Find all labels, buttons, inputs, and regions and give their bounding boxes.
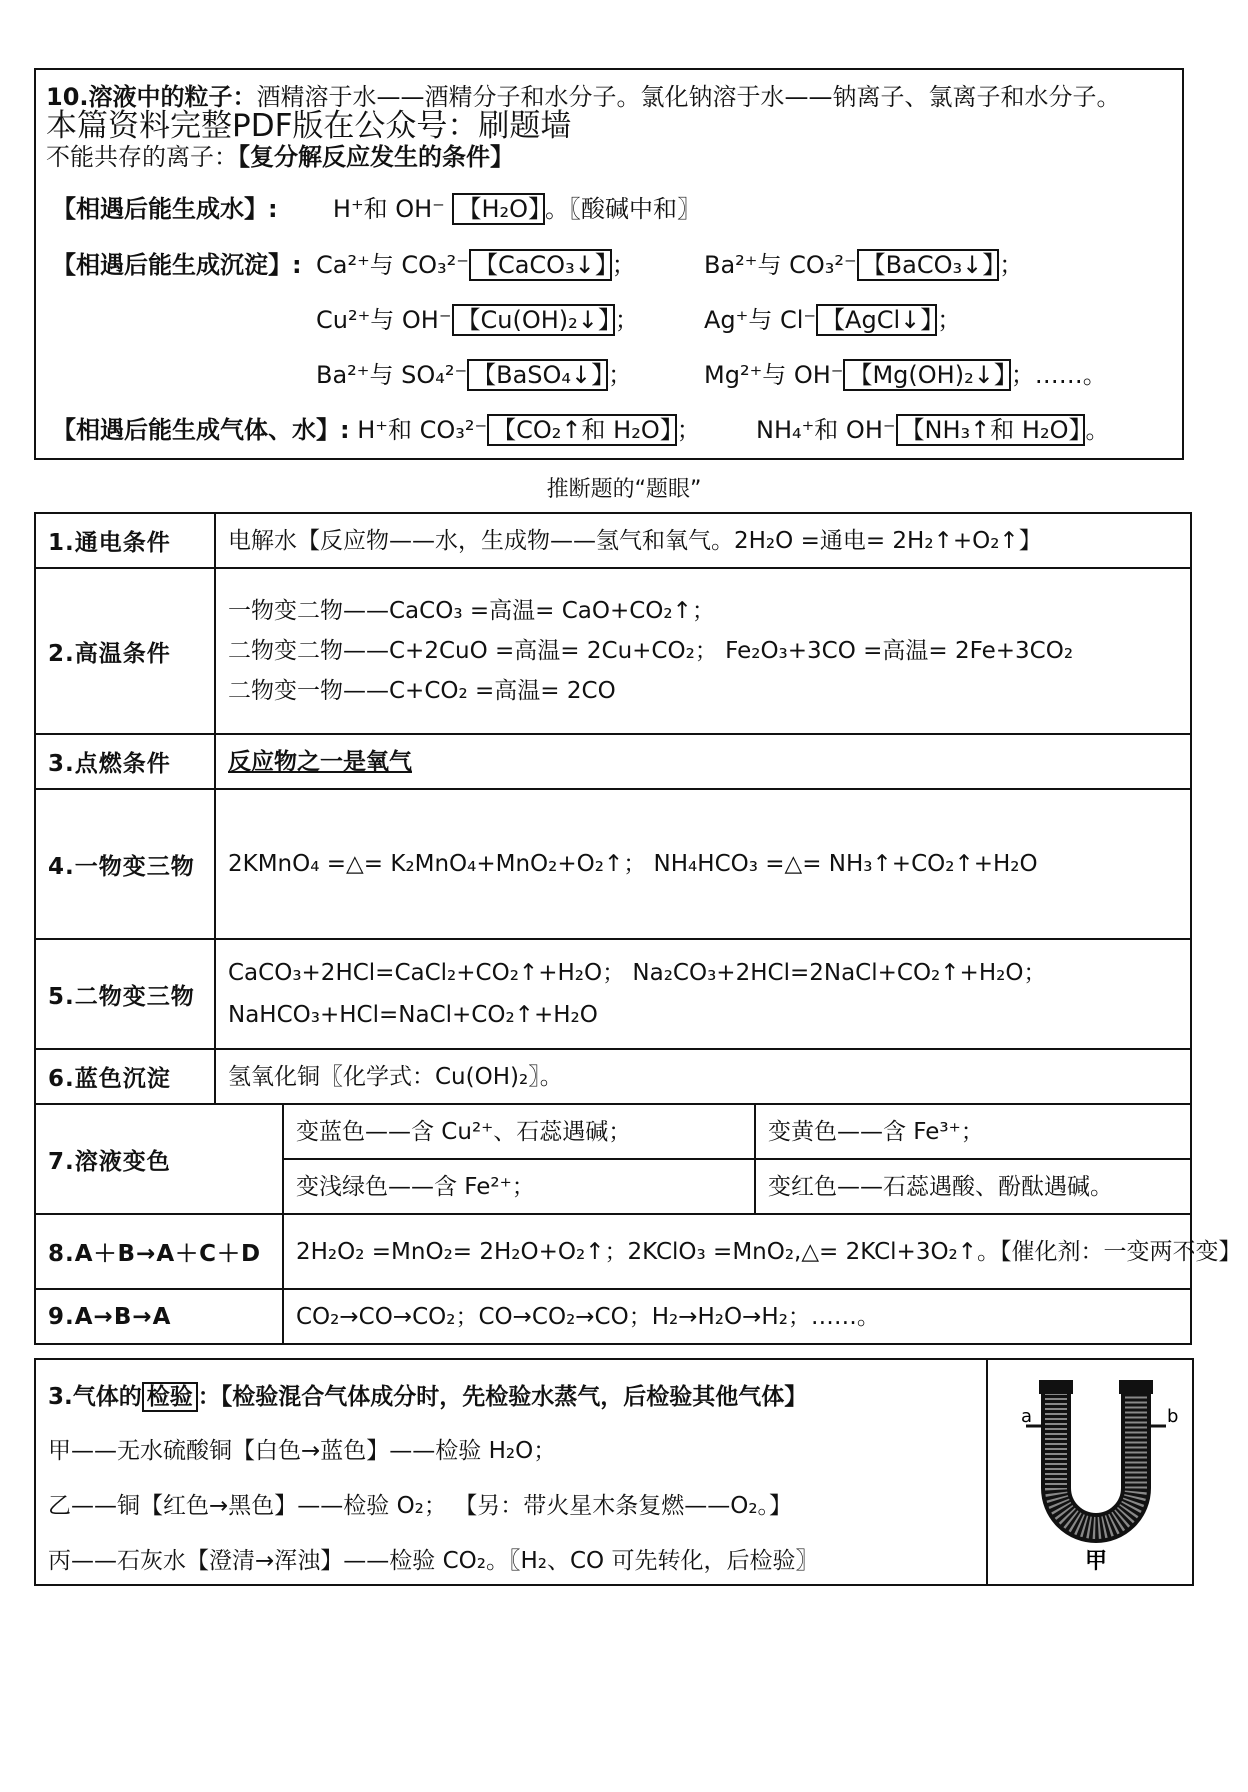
row-label: 9.A→B→A: [35, 1289, 283, 1344]
row-label: 4.一物变三物: [35, 789, 215, 939]
table-row: [35, 1289, 1191, 1344]
row-line: 2H₂O₂ =MnO₂= 2H₂O+O₂↑；2KClO₃ =MnO₂,△= 2KCl+3O₂↑。【催化剂：一变两不变】: [296, 1238, 1242, 1265]
water-row: [52, 194, 701, 224]
color-cell: [283, 1104, 755, 1159]
ppt-tag: 【Mg(OH)₂↓】: [843, 359, 1010, 391]
color-cell: [283, 1159, 755, 1214]
ppt-pair: Ba²⁺与 CO₃²⁻: [704, 251, 857, 279]
row-label: 1.通电条件: [35, 513, 215, 568]
gas-water-row: 【相遇后能生成气体、水】: H⁺和 CO₃²⁻ 【CO₂↑和 H₂O】 ； NH₄⁺和 OH⁻ 【NH₃↑和 H₂O】 。: [52, 416, 1110, 444]
color-cell: [755, 1159, 1191, 1214]
row-line: 变红色——石蕊遇酸、酚酞遇碱。: [768, 1173, 1113, 1200]
watermark: 本篇资料完整PDF版在公众号：刷题墙: [46, 108, 572, 144]
page-caption: 推断题的“题眼”: [546, 477, 702, 502]
ppt-row-1: Ca²⁺与 CO₃²⁻ 【CaCO₃↓】 ；: [316, 251, 636, 279]
section-10-text: 酒精溶于水——酒精分子和水分子。氯化钠溶于水——钠离子、氯离子和水分子。: [256, 83, 1121, 111]
ppt-pair: Ba²⁺与 SO₄²⁻: [316, 361, 468, 389]
row-line: CaCO₃+2HCl=CaCl₂+CO₂↑+H₂O； Na₂CO₃+2HCl=2NaCl+CO₂↑+H₂O；: [228, 960, 1047, 986]
ppt-label-text: 【相遇后能生成沉淀】:: [52, 251, 302, 279]
table-row: [35, 734, 1191, 789]
gas-check-line: 乙——铜【红色→黑色】——检验 O₂； 【另：带火星木条复燃——O₂。】: [48, 1493, 793, 1519]
gas-title-prefix: 3.气体的: [48, 1384, 142, 1410]
ppt-row-3-right: [704, 360, 1107, 390]
tube-caption: 甲: [1085, 1549, 1108, 1574]
water-content: H⁺和 OH⁻: [332, 195, 445, 223]
row-content: [215, 939, 1191, 1049]
ppt-tag: 【BaCO₃↓】: [857, 249, 1000, 281]
row-content: [215, 513, 1191, 568]
gas-check-line: 甲——无水硫酸铜【白色→蓝色】——检验 H₂O；: [48, 1438, 557, 1464]
row-line: 2KMnO₄ =△= K₂MnO₄+MnO₂+O₂↑； NH₄HCO₃ =△= NH₃↑+CO₂↑+H₂O: [228, 851, 1038, 877]
ppt-tag: 【BaSO₄↓】: [467, 359, 608, 391]
row-line: 反应物之一是氧气: [228, 748, 412, 775]
row-line: 变浅绿色——含 Fe²⁺；: [296, 1173, 535, 1200]
u-tube-icon: [1021, 1368, 1181, 1578]
gas-divider: [986, 1360, 988, 1584]
row-line: 二物变一物——C+CO₂ =高温= 2CO: [228, 678, 616, 704]
row-content: [215, 734, 1191, 789]
row-content: [283, 1289, 1191, 1344]
ppt-tail: ；……。: [1010, 361, 1107, 389]
ppt-row-2: Cu²⁺与 OH⁻ 【Cu(OH)₂↓】 ；: [316, 306, 639, 334]
row-line: 二物变二物——C+2CuO =高温= 2Cu+CO₂； Fe₂O₃+3CO =高温= 2Fe+3CO₂: [228, 638, 1074, 664]
table-row: [35, 568, 1191, 734]
ppt-pair: Ca²⁺与 CO₃²⁻: [316, 251, 469, 279]
ppt-label: [52, 250, 302, 280]
ppt-tag: 【CaCO₃↓】: [469, 249, 612, 281]
gas-title-bold: ：【检验混合气体成分时，先检验水蒸气，后检验其他气体】: [197, 1384, 808, 1410]
row-line: CO₂→CO→CO₂；CO→CO₂→CO；H₂→H₂O→H₂；……。: [296, 1303, 880, 1330]
row-label: 2.高温条件: [35, 568, 215, 734]
row-line: 氢氧化铜〖化学式：Cu(OH)₂〗。: [228, 1063, 563, 1090]
subtitle-prefix: 不能共存的离子：: [46, 143, 238, 171]
water-label: 【相遇后能生成水】:: [52, 195, 278, 223]
gas-check-box: [34, 1358, 1194, 1586]
row-line: NaHCO₃+HCl=NaCl+CO₂↑+H₂O: [228, 1002, 598, 1028]
gas-pair-1: H⁺和 CO₃²⁻: [357, 416, 488, 444]
ppt-pair: Cu²⁺与 OH⁻: [316, 306, 452, 334]
gas-check-line: 丙——石灰水【澄清→浑浊】——检验 CO₂。〖H₂、CO 可先转化，后检验〗: [48, 1548, 819, 1574]
gas-water-label: 【相遇后能生成气体、水】:: [52, 416, 350, 444]
row-line: 一物变二物——CaCO₃ =高温= CaO+CO₂↑；: [228, 598, 715, 624]
gas-pair-2: NH₄⁺和 OH⁻: [756, 416, 896, 444]
row-label: 7.溶液变色: [35, 1104, 283, 1214]
section-10-subtitle: [46, 142, 514, 172]
row-line: 电解水【反应物——水，生成物——氢气和氧气。2H₂O =通电= 2H₂↑+O₂↑】: [228, 527, 1042, 554]
ppt-tag: 【AgCl↓】: [816, 304, 937, 336]
color-cell: [755, 1104, 1191, 1159]
gas-tag-1: 【CO₂↑和 H₂O】: [487, 414, 677, 446]
tube-label-a: a: [1021, 1406, 1033, 1427]
table-row: [35, 513, 1191, 568]
gas-title-boxed: 检验: [142, 1382, 198, 1412]
table-row: [35, 939, 1191, 1049]
water-note: 。〖酸碱中和〗: [545, 195, 702, 223]
ppt-row-2-right: Ag⁺与 Cl⁻ 【AgCl↓】 ；: [704, 306, 962, 334]
section-10-title: 10.溶液中的粒子：: [46, 83, 257, 111]
subtitle-bold: 【复分解反应发生的条件】: [238, 143, 514, 171]
ppt-row-3: Ba²⁺与 SO₄²⁻ 【BaSO₄↓】 ；: [316, 361, 633, 389]
water-tag: 【H₂O】: [452, 193, 545, 225]
row-label: 3.点燃条件: [35, 734, 215, 789]
row-content: [215, 568, 1191, 734]
gas-check-title: [48, 1378, 807, 1411]
ppt-tag: 【Cu(OH)₂↓】: [452, 304, 615, 336]
table-row: [35, 1214, 1191, 1289]
tube-label-b: b: [1167, 1406, 1179, 1427]
ppt-pair: Mg²⁺与 OH⁻: [704, 361, 844, 389]
row-label: 5.二物变三物: [35, 939, 215, 1049]
gas-tag-2: 【NH₃↑和 H₂O】: [896, 414, 1086, 446]
row-line: 变蓝色——含 Cu²⁺、石蕊遇碱；: [296, 1118, 632, 1145]
row-content: [215, 789, 1191, 939]
ppt-row-1-right: Ba²⁺与 CO₃²⁻ 【BaCO₃↓】 ；: [704, 251, 1024, 279]
clue-table: [34, 512, 1242, 1345]
ppt-pair: Ag⁺与 Cl⁻: [704, 306, 817, 334]
row-line: 变黄色——含 Fe³⁺；: [768, 1118, 984, 1145]
table-row: [35, 1104, 1191, 1159]
row-label: 6.蓝色沉淀: [35, 1049, 215, 1104]
row-content: [215, 1049, 1191, 1104]
table-row: [35, 1049, 1191, 1104]
row-content: [283, 1214, 1242, 1289]
table-row: [35, 789, 1191, 939]
row-label: 8.A＋B→A＋C＋D: [35, 1214, 283, 1289]
